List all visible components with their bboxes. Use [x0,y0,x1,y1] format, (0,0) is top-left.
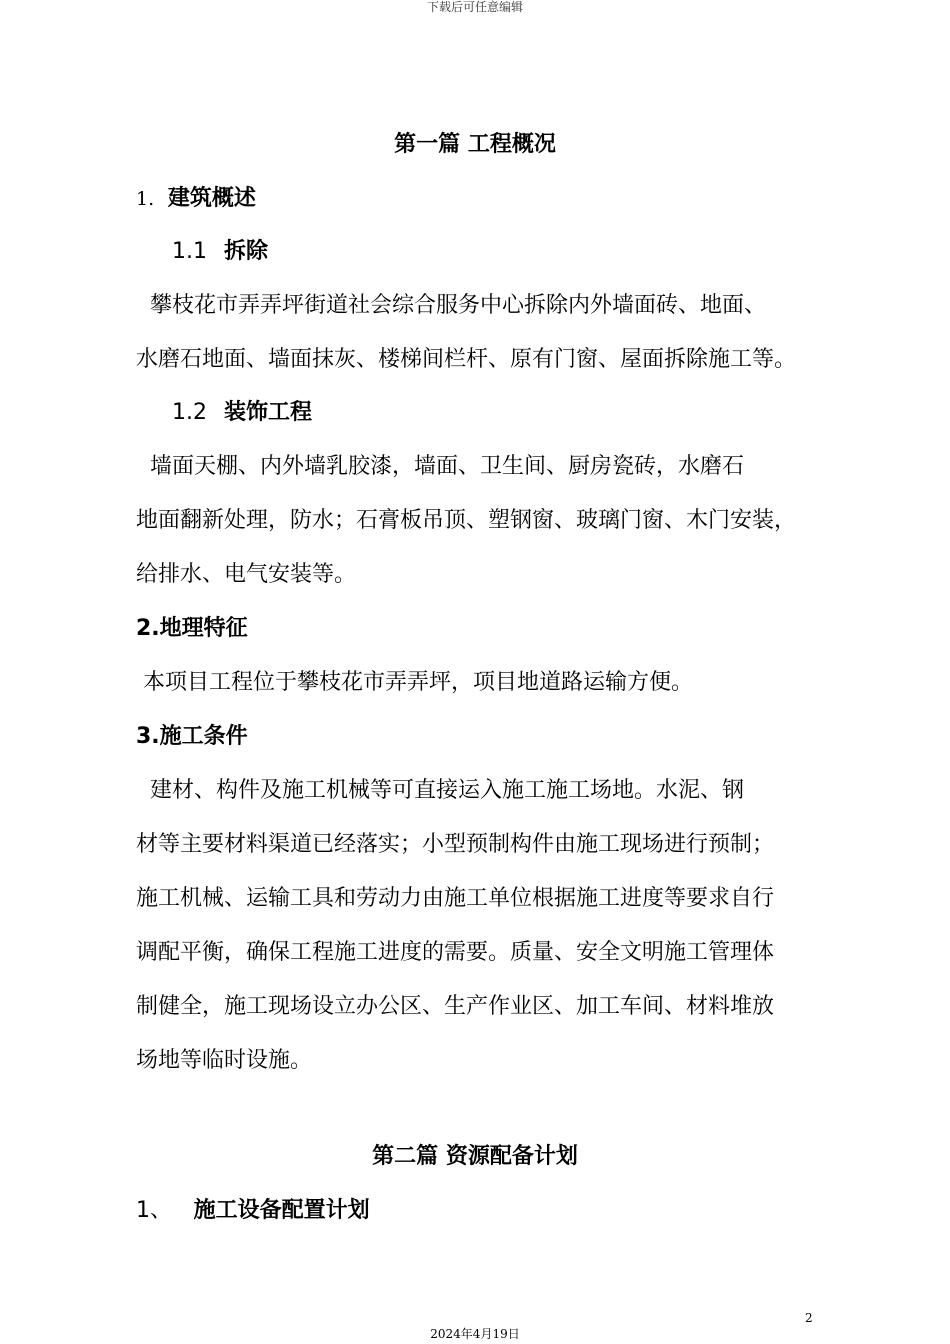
section-title: 施工设备配置计划 [193,1198,370,1223]
paragraph-construction-conditions [136,764,836,1088]
subsection-heading-1-1 [172,237,268,267]
paragraph-line: 制健全，施工现场设立办公区、生产作业区、加工车间、材料堆放 [136,994,775,1019]
paragraph-line: 墙面天棚、内外墙乳胶漆，墙面、卫生间、厨房瓷砖，水磨石 [136,454,744,479]
section-heading-3: 3.施工条件 [136,724,248,749]
paragraph-demolition [136,279,836,387]
paragraph-line: 攀枝花市弄弄坪街道社会综合服务中心拆除内外墙面砖、地面、 [136,293,766,318]
paragraph-line: 材等主要材料渠道已经落实；小型预制构件由施工现场进行预制； [136,832,775,857]
paragraph-line: 调配平衡，确保工程施工进度的需要。质量、安全文明施工管理体 [136,940,775,965]
section-number: 1. [136,188,155,210]
subsection-number: 1.2 [172,400,207,425]
paragraph-line: 水磨石地面、墙面抹灰、楼梯间栏杆、原有门窗、屋面拆除施工等。 [136,347,797,372]
subsection-title: 拆除 [224,239,269,264]
page-number: 2 [805,1311,813,1325]
subsection-title: 装饰工程 [224,400,313,425]
page-footer-date: 2024年4月19日 [430,1327,520,1341]
section-heading-equipment [136,1196,370,1226]
paragraph-line: 建材、构件及施工机械等可直接运入施工施工场地。水泥、钢 [136,778,744,803]
page-header: 下载后可任意编辑 [426,0,523,14]
section-title: 建筑概述 [167,186,256,211]
paragraph-line: 地面翻新处理，防水；石膏板吊顶、塑钢窗、玻璃门窗、木门安装， [136,508,797,533]
paragraph-line: 施工机械、运输工具和劳动力由施工单位根据施工进度等要求自行 [136,886,775,911]
paragraph-line: 场地等临时设施。 [136,1048,313,1073]
paragraph-line: 本项目工程位于攀枝花市弄弄坪，项目地道路运输方便。 [136,670,693,695]
paragraph-line: 给排水、电气安装等。 [136,562,357,587]
subsection-number: 1.1 [172,239,207,264]
paragraph-geography [136,656,836,710]
subsection-heading-1-2 [172,398,312,428]
chapter-title-2: 第二篇 资源配备计划 [372,1144,578,1169]
paragraph-decoration [136,440,836,602]
section-number: 1、 [136,1198,172,1223]
chapter-title-1: 第一篇 工程概况 [394,132,556,157]
section-heading-1 [136,184,256,214]
section-heading-2: 2.地理特征 [136,616,248,641]
